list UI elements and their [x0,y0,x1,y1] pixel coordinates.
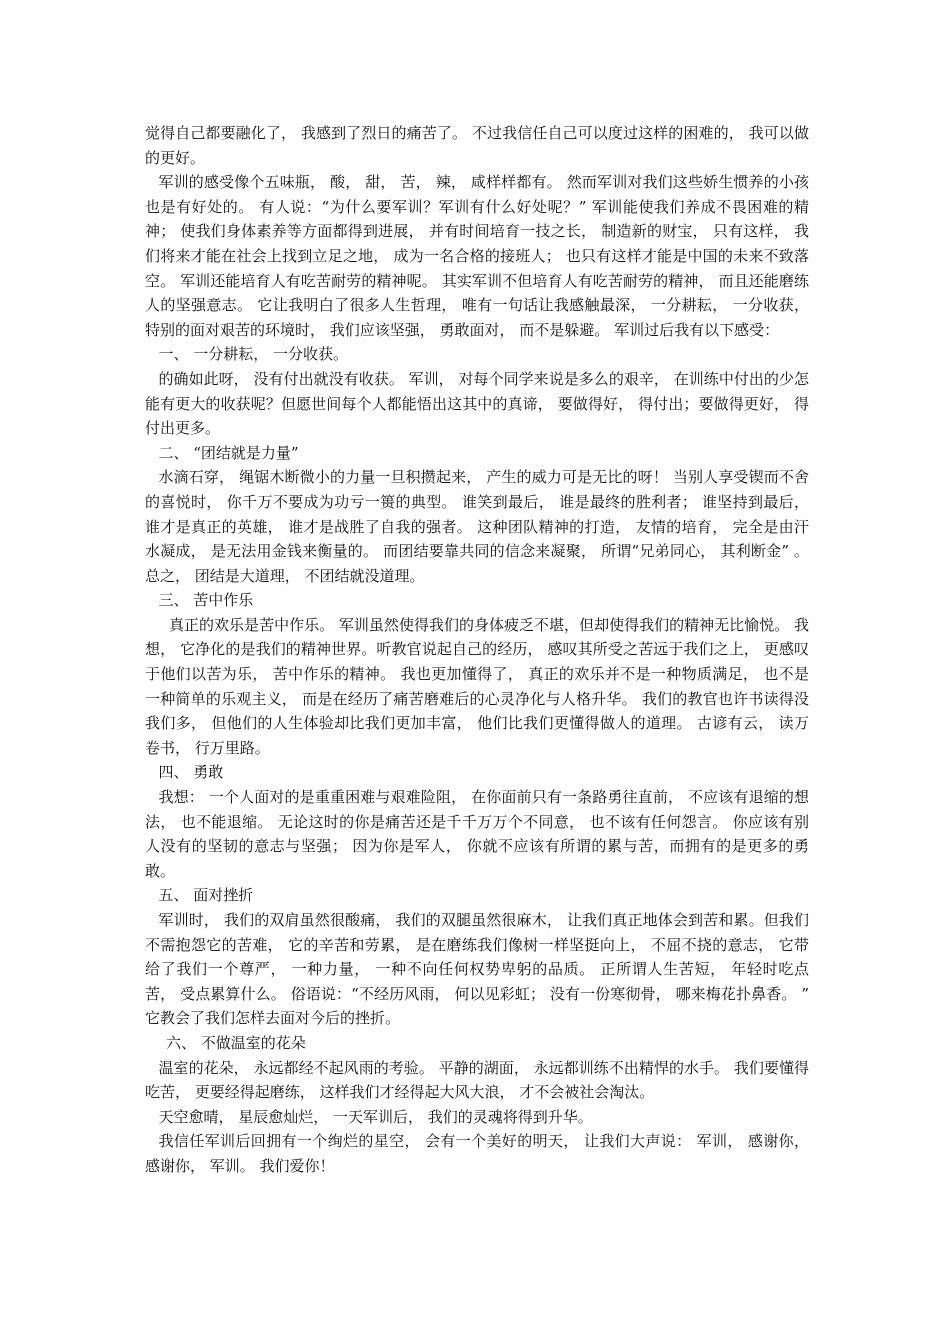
paragraph-continued: 觉得自己都要融化了， 我感到了烈日的痛苦了。 不过我信任自己可以度过这样的困难的， 我可以做的更好。 [145,124,809,167]
paragraph-section-5: 军训时， 我们的双肩虽然很酸痛， 我们的双腿虽然很麻木， 让我们真正地体会到苦和累。但我们不需抱怨它的苦难， 它的辛苦和劳累， 是在磨练我们像树一样坚挺向上， 不屈不挠的意志， 它带给了我们一个尊严， 一种力量， 一种不向任何权势卑躬的品质。 正所谓人生苦短， 年轻时吃点苦， 受点累算什么。 俗语说：“不经历风雨， 何以见彩虹； 没有一份寒彻骨， 哪来梅花扑鼻香。 ” 它教会了我们怎样去面对今后的挫折。 [145,911,809,1028]
section-heading-3: 三、 苦中作乐 [158,591,254,610]
document-body [145,121,809,1179]
paragraph-closing-1: 天空愈晴， 星辰愈灿烂， 一天军训后， 我们的灵魂将得到升华。 [158,1107,593,1126]
section-heading-4: 四、 勇敢 [158,763,224,782]
paragraph-intro: 军训的感受像个五味瓶， 酸， 甜， 苦， 辣， 咸样样都有。 然而军训对我们这些娇生惯养的小孩也是有好处的。 有人说：“为什么要军训？军训有什么好处呢？” 军训能使我们养成不畏困难的精神； 使我们身体素养等方面都得到进展， 并有时间培育一技之长， 制造新的财宝， 只有这样， 我们将来才能在社会上找到立足之地， 成为一名合格的接班人； 也只有这样才能是中国的未来不致落空。 军训还能培育人有吃苦耐劳的精神呢。 其实军训不但培育人有吃苦耐劳的精神， 而且还能磨练人的坚强意志。 它让我明白了很多人生哲理， 唯有一句话让我感触最深， 一分耕耘， 一分收获， 特别的面对艰苦的环境时， 我们应该坚强， 勇敢面对， 而不是躲避。 军训过后我有以下感受： [145,173,809,339]
paragraph-section-1: 的确如此呀， 没有付出就没有收获。 军训， 对每个同学来说是多么的艰辛， 在训练中付出的少怎能有更大的收获呢？但愿世间每个人都能悟出这其中的真谛， 要做得好， 得付出；要做得更好， 得付出更多。 [145,369,809,438]
section-heading-5: 五、 面对挫折 [158,886,254,905]
paragraph-section-3: 真正的欢乐是苦中作乐。 军训虽然使得我们的身体疲乏不堪，但却使得我们的精神无比愉悦。 我想， 它净化的是我们的精神世界。听教官说起自己的经历， 感叹其所受之苦远于我们之上， 更感叹于他们以苦为乐， 苦中作乐的精神。 我也更加懂得了， 真正的欢乐并不是一种物质满足， 也不是一种简单的乐观主义， 而是在经历了痛苦磨难后的心灵净化与人格升华。 我们的教官也许书读得没我们多， 但他们的人生体验却比我们更加丰富， 他们比我们更懂得做人的道理。 古谚有云， 读万卷书， 行万里路。 [145,615,809,757]
paragraph-section-4: 我想： 一个人面对的是重重困难与艰难险阻， 在你面前只有一条路勇往直前， 不应该有退缩的想法， 也不能退缩。 无论这时的你是痛苦还是千千万万个不同意， 也不该有任何怨言。 你应该有别人没有的坚韧的意志与坚强； 因为你是军人， 你就不应该有所谓的累与苦，而拥有的是更多的勇敢。 [145,788,809,880]
paragraph-section-6: 温室的花朵， 永远都经不起风雨的考验。 平静的湖面， 永远都训练不出精悍的水手。 我们要懂得吃苦， 更要经得起磨练， 这样我们才经得起大风大浪， 才不会被社会淘汰。 [145,1058,809,1102]
section-heading-2: 二、 “团结就是力量” [158,443,299,462]
section-heading-6: 六、 不做温室的花朵 [166,1033,306,1052]
paragraph-closing-2: 我信任军训后回拥有一个绚烂的星空， 会有一个美好的明天， 让我们大声说： 军训， 感谢你， 感谢你， 军训。 我们爱你！ [145,1132,809,1175]
paragraph-section-2: 水滴石穿， 绳锯木断微小的力量一旦积攒起来， 产生的威力可是无比的呀！ 当别人享受锲而不舍的喜悦时， 你千万不要成为功亏一篑的典型。 谁笑到最后， 谁是最终的胜利者； 谁坚持到最后， 谁才是真正的英雄， 谁才是战胜了自我的强者。 这种团队精神的打造， 友情的培育， 完全是由汗水凝成， 是无法用金钱来衡量的。 而团结要靠共同的信念来凝聚， 所谓“兄弟同心， 其利断金” 。 总之， 团结是大道理， 不团结就没道理。 [145,468,809,585]
section-heading-1: 一、 一分耕耘， 一分收获。 [158,345,349,364]
